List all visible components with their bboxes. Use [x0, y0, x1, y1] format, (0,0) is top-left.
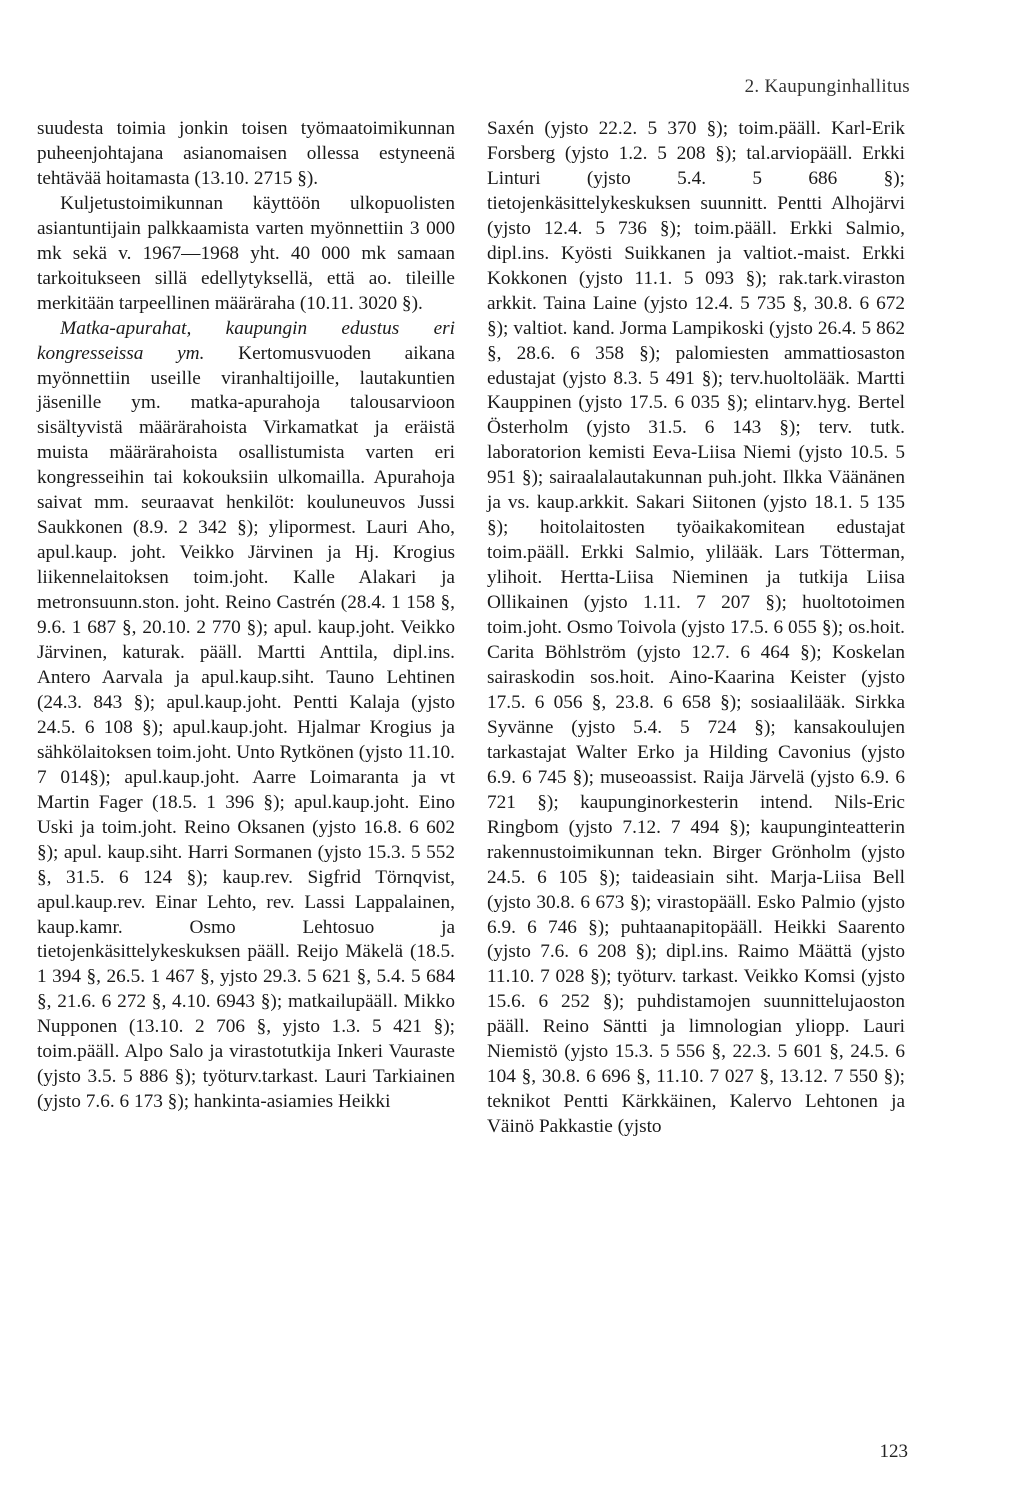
section-heading-travel-grants: Matka-apurahat, kaupungin edustus eri kongresseissa ym. — [37, 317, 455, 364]
page-number: 123 — [879, 1441, 908, 1462]
left-column — [37, 117, 455, 1115]
paragraph-transport-committee: Kuljetustoimikunnan käyttöön ulkopuolisten asiantuntijain palkkaamista varten myönnettiin 3 000 mk sekä v. 1967—1968 yht. 40 000 mk samaan tarkoitukseen sillä edellytyksellä, että ao. tileille merkitään tarpeellinen määräraha (10.11. 3020 §). — [37, 192, 455, 314]
running-head: 2. Kaupunginhallitus — [744, 76, 910, 97]
right-column — [487, 117, 905, 1140]
travel-grants-body: Kertomusvuoden aikana myönnettiin useille viranhaltijoille, lautakuntien jäsenille ym. matka-apurahoja talousarvioon sisältyvistä määrärahoista Virkamatkat ja eräistä muista määrärahoista osallistumista varten eri kongresseihin tai kokouksiin ulkomailla. Apurahoja saivat mm. seuraavat henkilöt: kouluneuvos Jussi Saukkonen (8.9. 2 342 §); ylipormest. Lauri Aho, apul.kaup. joht. Veikko Järvinen ja Hj. Krogius liikennelaitoksen toim.joht. Kalle Alakari ja metronsuunn.ston. joht. Reino Castrén (28.4. 1 158 §, 9.6. 1 687 §, 20.10. 2 770 §); apul. kaup.joht. Veikko Järvinen, katurak. pääll. Martti Anttila, dipl.ins. Antero Aarvala ja apul.kaup.siht. Tauno Lehtinen (24.3. 843 §); apul.kaup.joht. Pentti Kalaja (yjsto 24.5. 6 108 §); apul.kaup.joht. Hjalmar Krogius ja sähkölaitoksen toim.joht. Unto Rytkönen (yjsto 11.10. 7 014§); apul.kaup.joht. Aarre Loimaranta ja vt Martin Fager (18.5. 1 396 §); apul.kaup.joht. Eino Uski ja toim.joht. Reino Oksanen (yjsto 16.8. 6 602 §); apul. kaup.siht. Harri Sormanen (yjsto 15.3. 5 552 §, 31.5. 6 124 §); kaup.rev. Sigfrid Törnqvist, apul.kaup.rev. Einar Lehto, rev. Lassi Lappalainen, kaup.kamr. Osmo Lehtosuo ja tietojenkäsittelykeskuksen pääll. Reijo Mäkelä (18.5. 1 394 §, 26.5. 1 467 §, yjsto 29.3. 5 621 §, 5.4. 5 684 §, 21.6. 6 272 §, 4.10. 6943 §); matkailupääll. Mikko Nupponen (13.10. 2 706 §, yjsto 1.3. 5 421 §); toim.pääll. Alpo Salo ja virastotutkija Inkeri Vauraste (yjsto 3.5. 5 886 §); työturv.tarkast. Lauri Tarkiainen (yjsto 7.6. 6 173 §); hankinta-asiamies Heikki — [37, 342, 455, 1113]
paragraph-travel-grants — [37, 317, 455, 1116]
paragraph-grant-recipients: Saxén (yjsto 22.2. 5 370 §); toim.pääll. Karl-Erik Forsberg (yjsto 1.2. 5 208 §); tal.arviopääll. Erkki Linturi (yjsto 5.4. 5 686 §); tietojenkäsittelykeskuksen suunnitt. Pentti Alhojärvi (yjsto 12.4. 5 736 §); toim.pääll. Erkki Salmio, dipl.ins. Kyösti Suikkanen ja valtiot.-maist. Erkki Kokkonen (yjsto 11.1. 5 093 §); rak.tark.viraston arkkit. Taina Laine (yjsto 12.4. 5 735 §, 30.8. 6 672 §); valtiot. kand. Jorma Lampikoski (yjsto 26.4. 5 862 §, 28.6. 6 358 §); palomiesten ammattiosaston edustajat (yjsto 8.3. 5 491 §); terv.huoltolääk. Martti Kauppinen (yjsto 17.5. 6 035 §); elintarv.hyg. Bertel Österholm (yjsto 31.5. 6 143 §); terv. tutk. laboratorion kemisti Eeva-Liisa Niemi (yjsto 10.5. 5 951 §); sairaalalautakunnan puh.joht. Ilkka Väänänen ja vs. kaup.arkkit. Sakari Siitonen (yjsto 18.1. 5 135 §); hoitolaitosten työaikakomitean edustajat toim.pääll. Erkki Salmio, ylilääk. Lars Tötterman, ylihoit. Hertta-Liisa Nieminen ja tutkija Liisa Ollikainen (yjsto 1.11. 7 207 §); huoltotoimen toim.joht. Osmo Toivola (yjsto 17.5. 6 055 §); os.hoit. Carita Böhlström (yjsto 12.7. 6 464 §); Koskelan sairaskodin sos.hoit. Aino-Kaarina Keister (yjsto 17.5. 6 056 §, 23.8. 6 658 §); sosiaalilääk. Sirkka Syvänne (yjsto 5.4. 5 724 §); kansakoulujen tarkastajat Walter Erko ja Hilding Cavonius (yjsto 6.9. 6 745 §); museoassist. Raija Järvelä (yjsto 6.9. 6 721 §); kaupunginorkesterin intend. Nils-Eric Ringbom (yjsto 7.12. 7 494 §); kaupunginteatterin rakennustoimikunnan tekn. Birger Grönholm (yjsto 24.5. 6 105 §); taideasiain siht. Marja-Liisa Bell (yjsto 30.8. 6 673 §); virastopääll. Esko Palmio (yjsto 6.9. 6 746 §); puhtaanapitopääll. Heikki Saarento (yjsto 7.6. 6 208 §); dipl.ins. Raimo Määttä (yjsto 11.10. 7 028 §); työturv. tarkast. Veikko Komsi (yjsto 15.6. 6 252 §); puhdistamojen suunnittelujaoston pääll. Reino Säntti ja limnologian yliopp. Lauri Niemistö (yjsto 15.3. 5 556 §, 22.3. 5 601 §, 24.5. 6 104 §, 30.8. 6 696 §, 11.10. 7 027 §, 13.12. 7 550 §); teknikot Pentti Kärkkäinen, Kalervo Lehtonen ja Väinö Pakkastie (yjsto — [487, 118, 905, 1138]
paragraph-continuation: suudesta toimia jonkin toisen työmaatoimikunnan puheenjohtajana asianomaisen ollessa estyneenä tehtävää hoitamasta (13.10. 2715 §). — [37, 118, 455, 189]
